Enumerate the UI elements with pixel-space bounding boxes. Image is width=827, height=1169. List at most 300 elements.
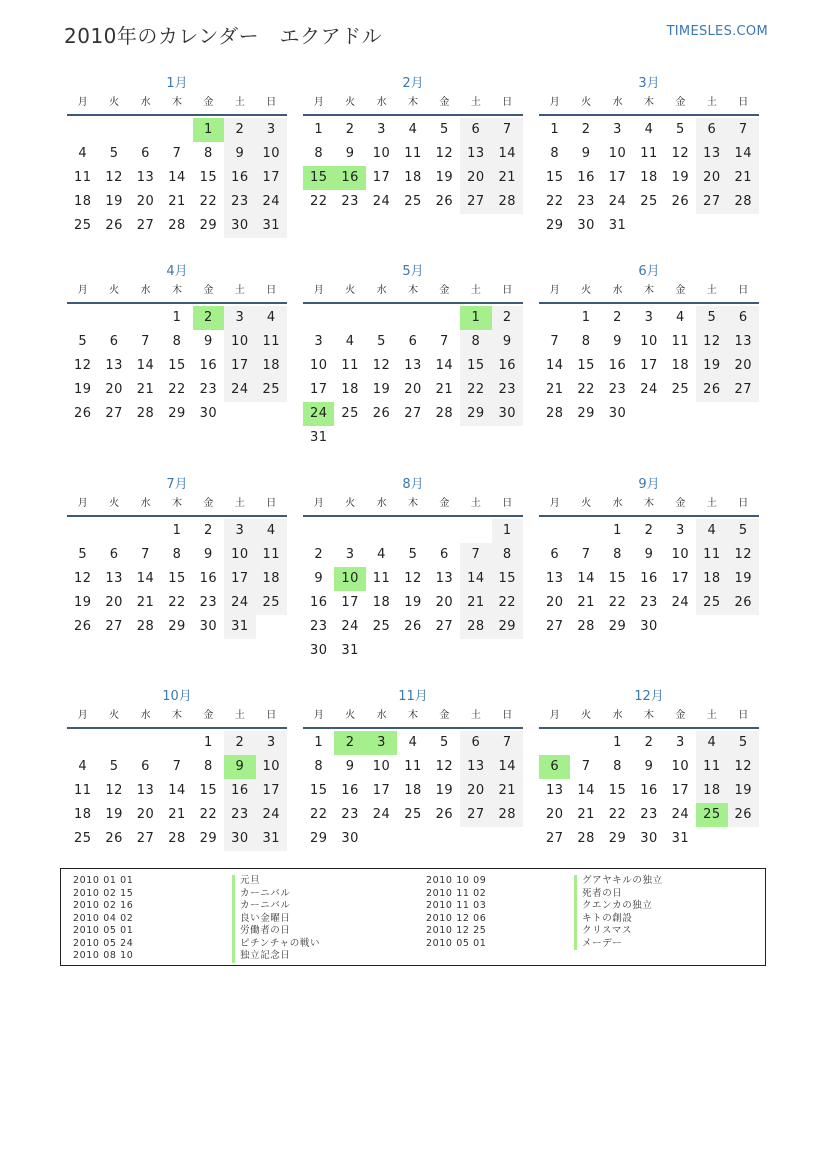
day-cell: 30 <box>640 831 658 846</box>
holiday-date: 2010 12 25 <box>426 925 487 936</box>
day-cell: 7 <box>440 334 449 349</box>
day-cell: 17 <box>309 382 328 397</box>
day-cell: 14 <box>492 142 523 166</box>
day-cell: 22 <box>309 194 328 209</box>
day-cell: 15 <box>460 354 491 378</box>
empty-cell <box>397 306 428 330</box>
weekday-label: 土 <box>234 285 245 296</box>
day-cell: 14 <box>728 142 759 166</box>
day-cell: 7 <box>172 759 182 774</box>
day-cell: 14 <box>577 783 595 798</box>
weekday-label: 土 <box>470 498 481 509</box>
day-cell: 23 <box>492 378 523 402</box>
month-calendar <box>303 74 523 214</box>
day-cell: 31 <box>608 218 627 233</box>
weekday-label: 月 <box>549 285 560 296</box>
weekday-label: 日 <box>502 285 513 296</box>
holiday-name: 死者の日 <box>574 888 663 901</box>
holiday-name: 元旦 <box>232 875 320 888</box>
day-cell: 11 <box>404 759 422 774</box>
day-cell: 11 <box>696 755 727 779</box>
weekday-label: 火 <box>345 498 356 509</box>
day-cell: 9 <box>204 547 213 562</box>
empty-cell <box>130 731 161 755</box>
weekday-label: 月 <box>313 97 324 108</box>
day-cell: 12 <box>728 543 759 567</box>
day-cell: 10 <box>608 146 627 161</box>
empty-cell <box>98 306 129 330</box>
day-cell: 11 <box>640 146 658 161</box>
empty-cell <box>303 519 334 543</box>
day-cell: 18 <box>73 194 92 209</box>
day-cell: 14 <box>492 755 523 779</box>
day-cell: 4 <box>696 519 727 543</box>
weekday-label: 木 <box>407 498 418 509</box>
day-cell: 7 <box>141 547 150 562</box>
weekday-label: 金 <box>203 285 214 296</box>
holiday-name: キトの創設 <box>574 913 663 926</box>
day-cell: 30 <box>199 406 218 421</box>
day-cell: 4 <box>377 547 386 562</box>
holiday-date: 2010 10 09 <box>426 875 487 886</box>
weekday-label: 火 <box>345 285 356 296</box>
weekday-header <box>303 96 523 116</box>
day-cell: 9 <box>345 146 355 161</box>
day-cell: 21 <box>136 595 155 610</box>
day-cell: 20 <box>696 166 727 190</box>
day-cell: 14 <box>136 571 155 586</box>
day-cell: 7 <box>172 146 182 161</box>
day-cell: 17 <box>224 567 255 591</box>
day-cell: 27 <box>136 218 155 233</box>
day-cell: 10 <box>224 330 255 354</box>
day-cell: 20 <box>435 595 454 610</box>
day-cell: 5 <box>440 735 449 750</box>
site-name[interactable]: TIMESLES.COM <box>666 24 768 39</box>
weekday-label: 土 <box>234 97 245 108</box>
day-grid <box>539 517 759 639</box>
day-cell: 21 <box>545 382 564 397</box>
day-cell: 20 <box>404 382 422 397</box>
weekday-label: 水 <box>612 97 623 108</box>
day-cell: 26 <box>728 803 759 827</box>
day-cell: 9 <box>581 146 591 161</box>
day-cell: 25 <box>73 218 92 233</box>
holiday-date: 2010 11 02 <box>426 887 487 899</box>
day-grid <box>67 116 287 238</box>
holiday-date: 2010 05 01 <box>426 937 487 949</box>
day-cell: 21 <box>577 807 595 822</box>
day-cell: 21 <box>168 194 186 209</box>
weekday-label: 火 <box>345 97 356 108</box>
weekday-label: 土 <box>706 97 717 108</box>
day-cell: 25 <box>341 406 359 421</box>
day-cell: 17 <box>256 779 287 803</box>
weekday-label: 金 <box>675 498 686 509</box>
day-cell: 15 <box>577 358 595 373</box>
day-cell: 15 <box>168 571 186 586</box>
day-cell: 21 <box>435 382 454 397</box>
day-cell: 13 <box>136 783 155 798</box>
day-cell: 26 <box>404 619 422 634</box>
day-cell: 27 <box>136 831 155 846</box>
holiday-day-cell: 9 <box>224 755 255 779</box>
day-grid <box>539 304 759 426</box>
month-calendar <box>539 262 759 426</box>
empty-cell <box>429 519 460 543</box>
day-cell: 27 <box>460 190 491 214</box>
day-cell: 12 <box>435 146 454 161</box>
day-cell: 15 <box>168 358 186 373</box>
day-cell: 12 <box>73 571 92 586</box>
weekday-label: 日 <box>266 285 277 296</box>
weekday-label: 火 <box>581 498 592 509</box>
day-cell: 7 <box>581 759 591 774</box>
day-cell: 27 <box>696 190 727 214</box>
day-cell: 21 <box>728 166 759 190</box>
day-cell: 15 <box>309 783 328 798</box>
day-cell: 9 <box>644 547 654 562</box>
day-cell: 6 <box>141 146 150 161</box>
month-name: 6月 <box>638 264 660 279</box>
day-cell: 14 <box>168 170 186 185</box>
day-cell: 5 <box>78 547 88 562</box>
day-cell: 23 <box>640 807 658 822</box>
day-cell: 12 <box>105 783 123 798</box>
day-cell: 23 <box>224 803 255 827</box>
day-cell: 25 <box>256 378 287 402</box>
day-cell: 13 <box>545 571 564 586</box>
holiday-day-cell: 16 <box>334 166 365 190</box>
day-cell: 11 <box>404 146 422 161</box>
month-calendar <box>303 687 523 851</box>
day-cell: 31 <box>309 430 328 445</box>
day-cell: 30 <box>224 214 255 238</box>
month-calendar <box>67 475 287 639</box>
holiday-name: クエンカの独立 <box>574 900 663 913</box>
day-cell: 6 <box>109 547 119 562</box>
day-cell: 5 <box>440 122 449 137</box>
holiday-day-cell: 2 <box>334 731 365 755</box>
day-cell: 13 <box>105 571 123 586</box>
day-cell: 10 <box>640 334 658 349</box>
day-cell: 1 <box>613 523 622 538</box>
day-cell: 24 <box>256 803 287 827</box>
day-cell: 22 <box>608 807 627 822</box>
weekday-label: 木 <box>171 285 182 296</box>
month-name: 3月 <box>638 76 660 91</box>
day-cell: 9 <box>204 334 213 349</box>
day-cell: 12 <box>728 755 759 779</box>
day-cell: 12 <box>105 170 123 185</box>
day-cell: 10 <box>372 759 391 774</box>
weekday-label: 月 <box>77 97 88 108</box>
weekday-header <box>539 284 759 304</box>
day-cell: 27 <box>460 803 491 827</box>
day-cell: 6 <box>460 731 491 755</box>
day-cell: 5 <box>728 731 759 755</box>
day-cell: 12 <box>404 571 422 586</box>
day-cell: 2 <box>345 122 355 137</box>
day-cell: 8 <box>492 543 523 567</box>
empty-cell <box>161 731 192 755</box>
day-cell: 26 <box>671 194 690 209</box>
day-cell: 22 <box>577 382 595 397</box>
day-cell: 12 <box>671 146 690 161</box>
day-cell: 5 <box>408 547 418 562</box>
day-cell: 9 <box>224 142 255 166</box>
day-cell: 18 <box>696 567 727 591</box>
day-cell: 8 <box>613 759 622 774</box>
weekday-label: 金 <box>675 97 686 108</box>
day-cell: 10 <box>671 547 690 562</box>
weekday-header <box>67 96 287 116</box>
day-cell: 10 <box>309 358 328 373</box>
day-cell: 22 <box>545 194 564 209</box>
day-cell: 16 <box>199 571 218 586</box>
day-cell: 19 <box>435 783 454 798</box>
holiday-dates-right <box>426 875 486 950</box>
day-cell: 18 <box>404 170 422 185</box>
day-cell: 26 <box>105 831 123 846</box>
month-name: 10月 <box>162 689 192 704</box>
day-cell: 4 <box>676 310 685 325</box>
day-cell: 2 <box>644 735 654 750</box>
day-cell: 18 <box>404 783 422 798</box>
day-cell: 18 <box>341 382 359 397</box>
day-cell: 28 <box>728 190 759 214</box>
day-cell: 2 <box>644 523 654 538</box>
day-cell: 16 <box>640 571 658 586</box>
day-cell: 19 <box>73 595 92 610</box>
day-cell: 3 <box>256 118 287 142</box>
holiday-day-cell: 2 <box>193 306 224 330</box>
day-cell: 22 <box>309 807 328 822</box>
holiday-day-cell: 1 <box>460 306 491 330</box>
month-calendar <box>303 262 523 450</box>
day-cell: 23 <box>640 595 658 610</box>
day-grid <box>539 729 759 851</box>
day-cell: 5 <box>728 519 759 543</box>
day-cell: 5 <box>676 122 685 137</box>
day-cell: 21 <box>492 779 523 803</box>
weekday-label: 月 <box>549 97 560 108</box>
day-cell: 20 <box>136 807 155 822</box>
weekday-label: 火 <box>109 97 120 108</box>
day-cell: 30 <box>492 402 523 426</box>
day-cell: 16 <box>224 779 255 803</box>
day-cell: 10 <box>372 146 391 161</box>
day-cell: 3 <box>224 306 255 330</box>
day-cell: 5 <box>377 334 386 349</box>
weekday-label: 金 <box>203 97 214 108</box>
month-name: 2月 <box>402 76 424 91</box>
day-cell: 7 <box>581 547 591 562</box>
day-cell: 1 <box>550 122 560 137</box>
weekday-label: 土 <box>234 710 245 721</box>
day-cell: 22 <box>199 194 218 209</box>
day-grid <box>539 116 759 238</box>
day-cell: 15 <box>545 170 564 185</box>
month-calendar <box>67 687 287 851</box>
day-cell: 19 <box>73 382 92 397</box>
empty-cell <box>303 306 334 330</box>
day-cell: 26 <box>435 194 454 209</box>
day-cell: 20 <box>136 194 155 209</box>
weekday-header <box>303 497 523 517</box>
weekday-header <box>303 709 523 729</box>
day-cell: 25 <box>671 382 690 397</box>
day-cell: 27 <box>545 619 564 634</box>
day-cell: 30 <box>224 827 255 851</box>
weekday-label: 水 <box>612 498 623 509</box>
day-cell: 9 <box>492 330 523 354</box>
weekday-label: 金 <box>439 97 450 108</box>
day-cell: 17 <box>372 783 391 798</box>
day-cell: 17 <box>671 783 690 798</box>
day-cell: 29 <box>577 406 595 421</box>
holiday-date: 2010 05 01 <box>73 925 134 936</box>
weekday-label: 土 <box>706 498 717 509</box>
day-cell: 28 <box>136 619 155 634</box>
day-cell: 4 <box>696 731 727 755</box>
day-cell: 23 <box>341 194 359 209</box>
day-grid <box>303 517 523 663</box>
holiday-names-right <box>574 875 663 950</box>
holiday-day-cell: 6 <box>539 755 570 779</box>
empty-cell <box>539 519 570 543</box>
weekday-label: 日 <box>738 97 749 108</box>
day-cell: 25 <box>404 194 422 209</box>
day-cell: 27 <box>728 378 759 402</box>
day-cell: 27 <box>404 406 422 421</box>
month-name: 4月 <box>166 264 188 279</box>
day-cell: 26 <box>73 406 92 421</box>
empty-cell <box>67 306 98 330</box>
holiday-day-cell: 15 <box>303 166 334 190</box>
day-cell: 28 <box>168 831 186 846</box>
day-cell: 17 <box>640 358 658 373</box>
day-cell: 6 <box>696 118 727 142</box>
weekday-label: 金 <box>439 285 450 296</box>
weekday-label: 木 <box>407 285 418 296</box>
month-name: 5月 <box>402 264 424 279</box>
day-cell: 19 <box>696 354 727 378</box>
day-cell: 12 <box>435 759 454 774</box>
weekday-label: 火 <box>581 285 592 296</box>
empty-cell <box>67 731 98 755</box>
day-cell: 17 <box>256 166 287 190</box>
day-cell: 1 <box>314 735 324 750</box>
holiday-day-cell: 3 <box>366 731 397 755</box>
day-cell: 23 <box>341 807 359 822</box>
day-cell: 11 <box>256 543 287 567</box>
day-grid <box>67 517 287 639</box>
weekday-label: 木 <box>643 97 654 108</box>
empty-cell <box>539 306 570 330</box>
day-cell: 28 <box>435 406 454 421</box>
empty-cell <box>67 118 98 142</box>
day-cell: 6 <box>141 759 150 774</box>
day-cell: 4 <box>78 146 88 161</box>
day-cell: 13 <box>728 330 759 354</box>
day-cell: 13 <box>136 170 155 185</box>
day-cell: 1 <box>613 735 622 750</box>
weekday-header <box>67 497 287 517</box>
day-cell: 20 <box>545 595 564 610</box>
day-cell: 22 <box>168 595 186 610</box>
empty-cell <box>130 118 161 142</box>
empty-cell <box>397 519 428 543</box>
day-cell: 22 <box>168 382 186 397</box>
day-cell: 15 <box>608 571 627 586</box>
day-cell: 3 <box>224 519 255 543</box>
day-cell: 21 <box>492 166 523 190</box>
day-cell: 4 <box>644 122 654 137</box>
day-grid <box>67 729 287 851</box>
weekday-label: 水 <box>140 710 151 721</box>
holiday-day-cell: 1 <box>193 118 224 142</box>
day-cell: 29 <box>199 831 218 846</box>
day-cell: 29 <box>492 615 523 639</box>
day-cell: 24 <box>372 807 391 822</box>
weekday-header <box>539 96 759 116</box>
weekday-label: 日 <box>738 710 749 721</box>
weekday-label: 水 <box>376 710 387 721</box>
day-cell: 29 <box>608 831 627 846</box>
day-cell: 16 <box>199 358 218 373</box>
day-cell: 24 <box>224 378 255 402</box>
day-cell: 3 <box>377 122 386 137</box>
weekday-label: 月 <box>549 710 560 721</box>
day-cell: 11 <box>372 571 391 586</box>
weekday-header <box>67 284 287 304</box>
holiday-name: カーニバル <box>232 888 320 901</box>
day-cell: 25 <box>73 831 92 846</box>
day-cell: 9 <box>314 571 324 586</box>
day-cell: 24 <box>671 807 690 822</box>
weekday-label: 日 <box>266 710 277 721</box>
day-cell: 1 <box>581 310 591 325</box>
day-cell: 3 <box>644 310 654 325</box>
day-cell: 26 <box>696 378 727 402</box>
month-name: 9月 <box>638 477 660 492</box>
day-cell: 7 <box>141 334 150 349</box>
day-cell: 29 <box>168 406 186 421</box>
day-cell: 30 <box>309 643 328 658</box>
holiday-date: 2010 05 24 <box>73 937 134 949</box>
day-cell: 20 <box>460 779 491 803</box>
weekday-label: 水 <box>140 498 151 509</box>
day-cell: 25 <box>256 591 287 615</box>
day-cell: 11 <box>671 334 690 349</box>
day-cell: 11 <box>341 358 359 373</box>
day-cell: 16 <box>492 354 523 378</box>
empty-cell <box>570 519 601 543</box>
month-calendar <box>539 687 759 851</box>
day-cell: 16 <box>341 783 359 798</box>
day-cell: 18 <box>671 358 690 373</box>
day-cell: 29 <box>309 831 328 846</box>
day-cell: 13 <box>545 783 564 798</box>
empty-cell <box>366 519 397 543</box>
weekday-label: 土 <box>470 285 481 296</box>
day-cell: 3 <box>345 547 355 562</box>
day-cell: 15 <box>492 567 523 591</box>
holiday-name: クリスマス <box>574 925 663 938</box>
day-grid <box>303 304 523 450</box>
day-cell: 13 <box>404 358 422 373</box>
